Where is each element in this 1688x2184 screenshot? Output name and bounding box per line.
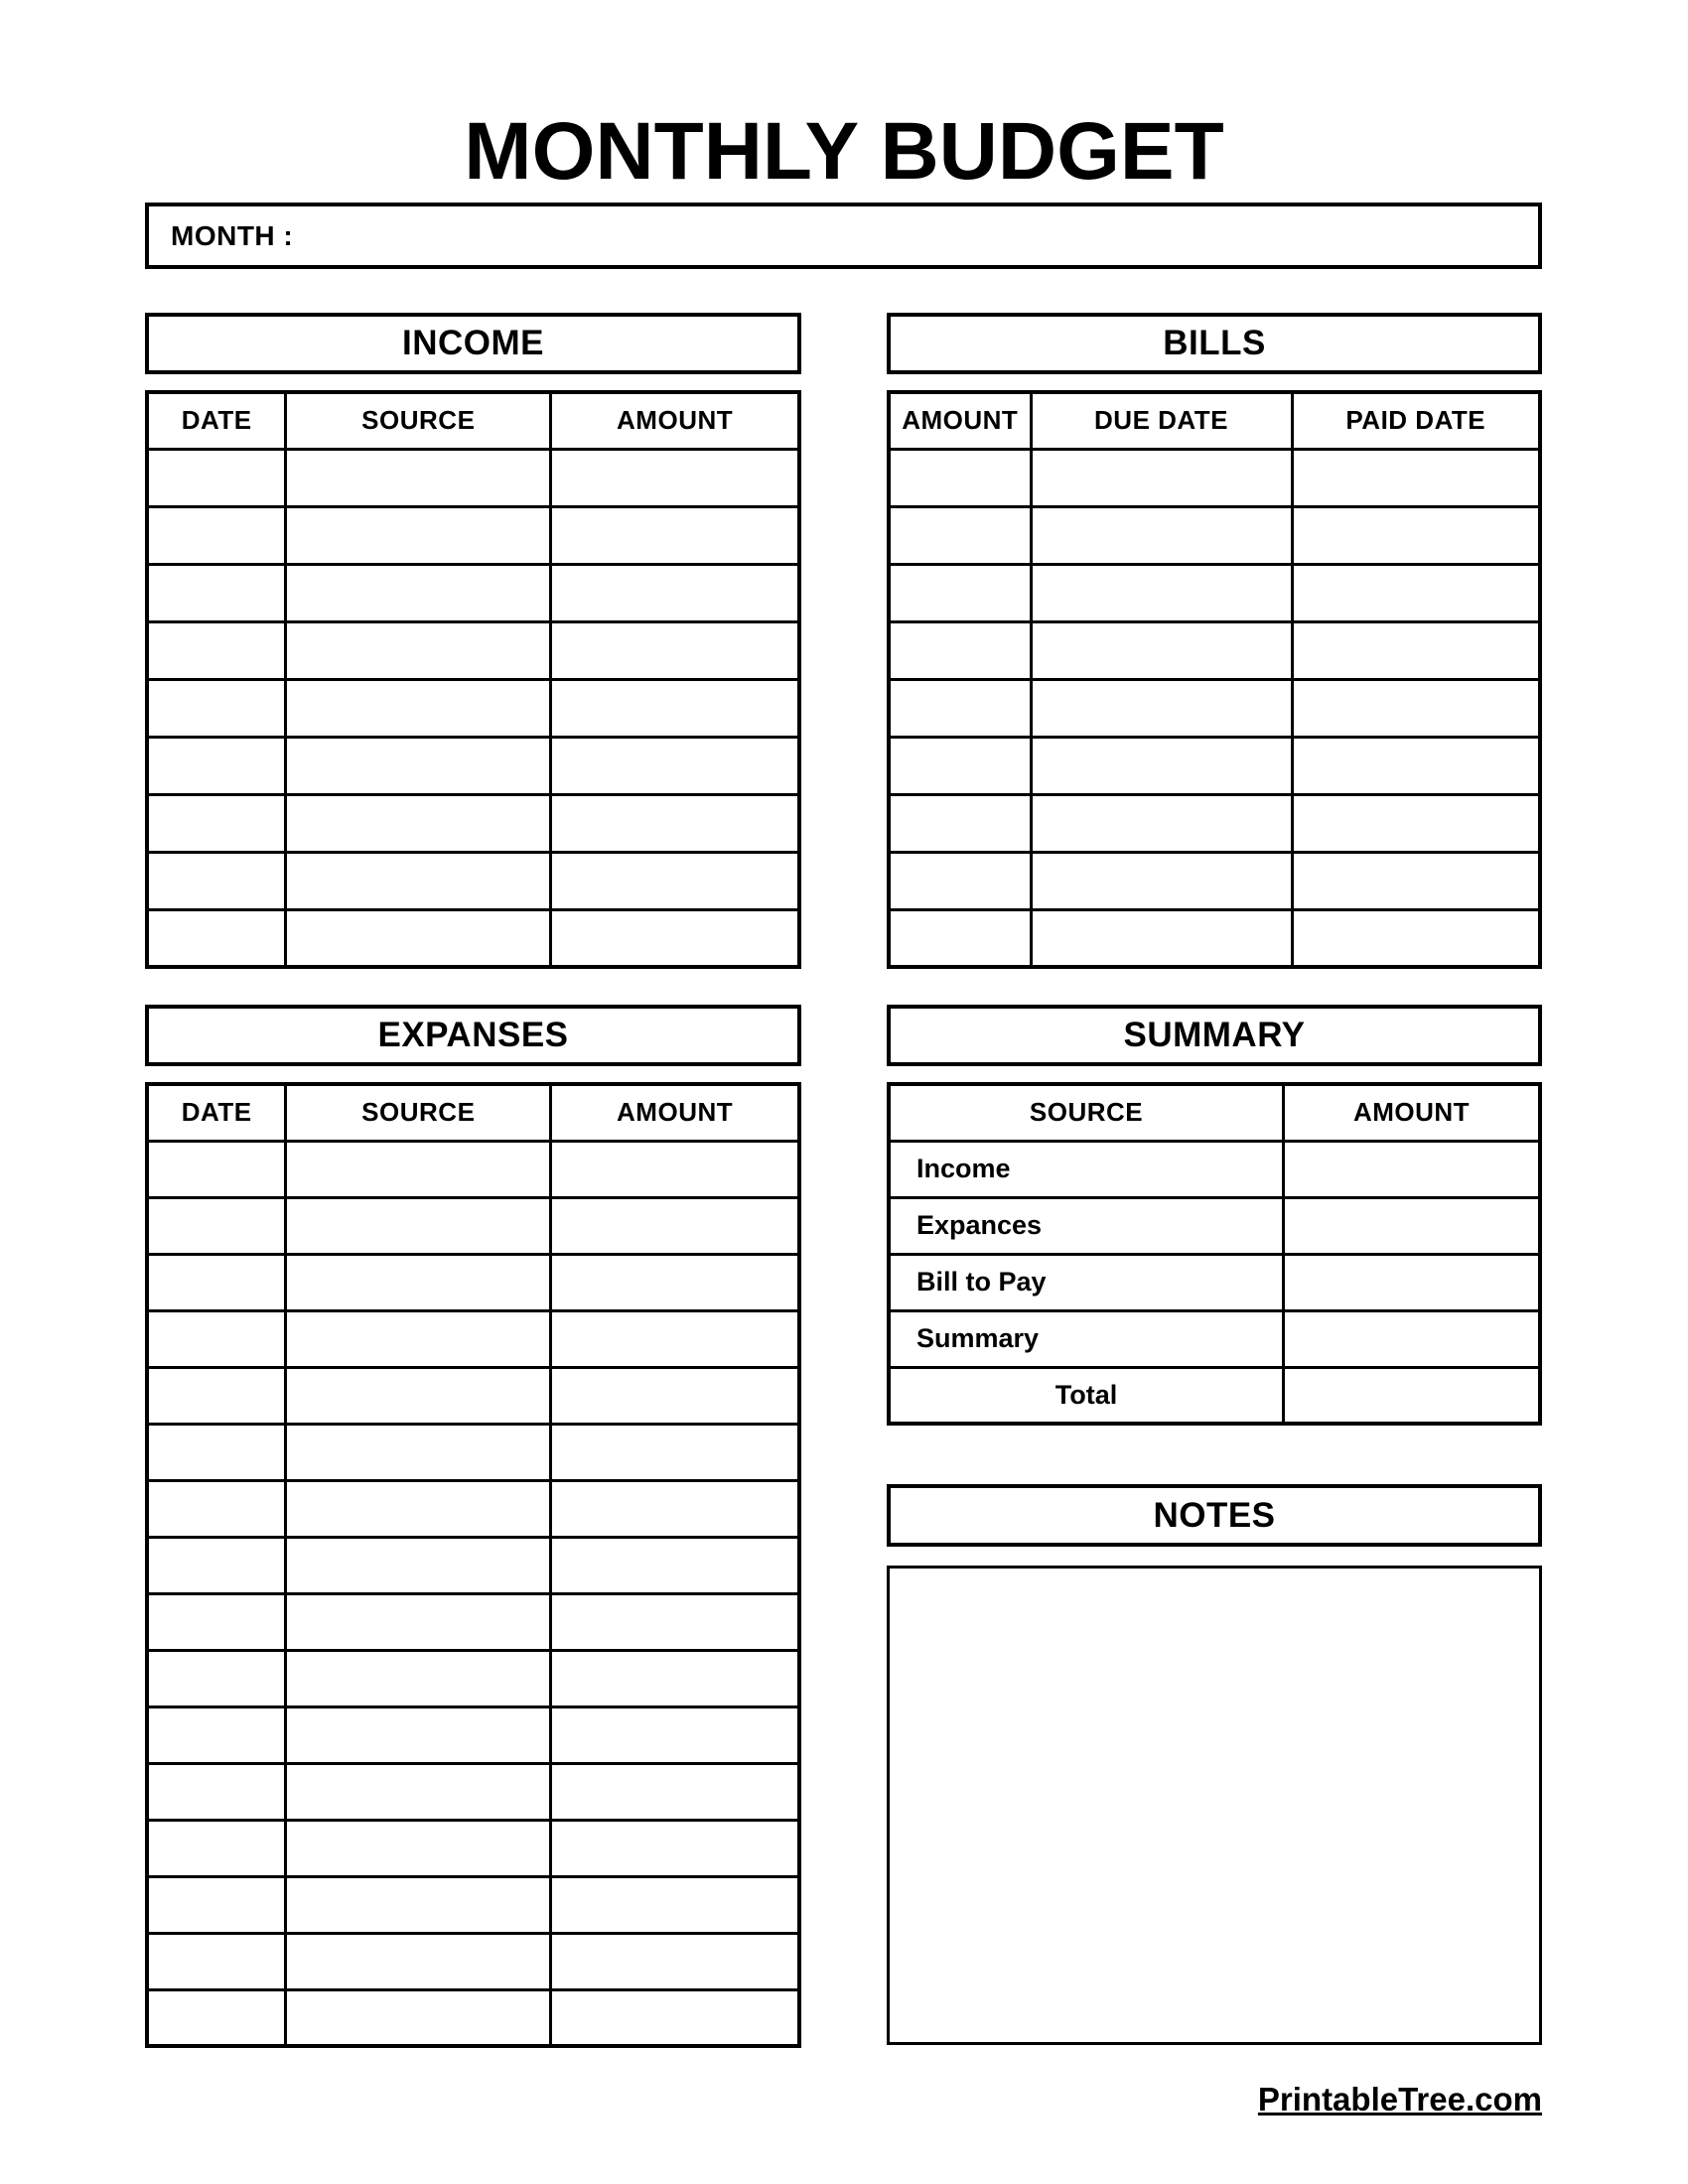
expanses-row xyxy=(147,1650,799,1706)
summary-row xyxy=(889,1141,1540,1197)
expanses-blank-cell[interactable] xyxy=(286,1876,551,1933)
income-row xyxy=(147,794,799,852)
expanses-blank-cell[interactable] xyxy=(286,1820,551,1876)
expanses-blank-cell[interactable] xyxy=(147,1593,286,1650)
expanses-blank-cell[interactable] xyxy=(286,1763,551,1820)
expanses-row xyxy=(147,1933,799,1989)
bills-blank-cell[interactable] xyxy=(1031,852,1292,909)
expanses-row xyxy=(147,1876,799,1933)
expanses-blank-cell[interactable] xyxy=(551,1706,799,1763)
expanses-blank-cell[interactable] xyxy=(147,1989,286,2046)
expanses-col-amount: AMOUNT xyxy=(551,1084,799,1141)
notes-area[interactable] xyxy=(887,1566,1542,2045)
bills-blank-cell[interactable] xyxy=(1292,794,1540,852)
income-blank-cell[interactable] xyxy=(286,737,551,794)
expanses-row xyxy=(147,1141,799,1197)
expanses-blank-cell[interactable] xyxy=(286,1537,551,1593)
expanses-blank-cell[interactable] xyxy=(551,1480,799,1537)
income-row xyxy=(147,564,799,621)
expanses-row xyxy=(147,1310,799,1367)
income-col-date: DATE xyxy=(147,392,286,449)
income-header-row xyxy=(147,392,799,449)
bills-row xyxy=(889,449,1540,506)
income-table xyxy=(145,390,801,969)
bills-blank-cell[interactable] xyxy=(889,621,1031,679)
income-blank-cell[interactable] xyxy=(551,621,799,679)
notes-title: NOTES xyxy=(1153,1495,1276,1535)
expanses-blank-cell[interactable] xyxy=(286,1650,551,1706)
expanses-blank-cell[interactable] xyxy=(286,1197,551,1254)
income-row xyxy=(147,909,799,967)
income-blank-cell[interactable] xyxy=(147,737,286,794)
expanses-blank-cell[interactable] xyxy=(147,1706,286,1763)
income-col-source: SOURCE xyxy=(286,392,551,449)
bills-row xyxy=(889,737,1540,794)
bills-blank-cell[interactable] xyxy=(1031,909,1292,967)
income-blank-cell[interactable] xyxy=(286,621,551,679)
summary-row-value[interactable] xyxy=(1284,1141,1540,1197)
footer-link[interactable]: PrintableTree.com xyxy=(1257,2081,1542,2117)
expanses-blank-cell[interactable] xyxy=(551,1310,799,1367)
expanses-blank-cell[interactable] xyxy=(551,1650,799,1706)
summary-row xyxy=(889,1254,1540,1310)
income-blank-cell[interactable] xyxy=(551,506,799,564)
expanses-blank-cell[interactable] xyxy=(286,1706,551,1763)
bills-blank-cell[interactable] xyxy=(889,737,1031,794)
summary-row xyxy=(889,1197,1540,1254)
bills-blank-cell[interactable] xyxy=(1292,564,1540,621)
expanses-col-date: DATE xyxy=(147,1084,286,1141)
expanses-blank-cell[interactable] xyxy=(286,1367,551,1424)
bills-row xyxy=(889,852,1540,909)
bills-blank-cell[interactable] xyxy=(889,506,1031,564)
expanses-title: EXPANSES xyxy=(377,1016,569,1054)
expanses-row xyxy=(147,1367,799,1424)
month-field xyxy=(145,203,1542,269)
expanses-blank-cell[interactable] xyxy=(147,1254,286,1310)
bills-blank-cell[interactable] xyxy=(1292,679,1540,737)
expanses-row xyxy=(147,1706,799,1763)
bills-header-row xyxy=(889,392,1540,449)
income-blank-cell[interactable] xyxy=(551,449,799,506)
income-blank-cell[interactable] xyxy=(147,909,286,967)
bills-blank-cell[interactable] xyxy=(1292,449,1540,506)
expanses-blank-cell[interactable] xyxy=(147,1197,286,1254)
bills-blank-cell[interactable] xyxy=(889,679,1031,737)
expanses-blank-cell[interactable] xyxy=(551,1820,799,1876)
summary-total-label: Total xyxy=(889,1367,1284,1424)
expanses-blank-cell[interactable] xyxy=(147,1933,286,1989)
income-title: INCOME xyxy=(402,324,544,362)
bills-row xyxy=(889,621,1540,679)
expanses-blank-cell[interactable] xyxy=(551,1933,799,1989)
expanses-row xyxy=(147,1593,799,1650)
bills-blank-cell[interactable] xyxy=(1031,737,1292,794)
income-blank-cell[interactable] xyxy=(286,564,551,621)
income-blank-cell[interactable] xyxy=(286,679,551,737)
summary-row-value[interactable] xyxy=(1284,1310,1540,1367)
bills-row xyxy=(889,506,1540,564)
income-blank-cell[interactable] xyxy=(147,852,286,909)
bills-blank-cell[interactable] xyxy=(1292,737,1540,794)
expanses-blank-cell[interactable] xyxy=(286,1254,551,1310)
expanses-row xyxy=(147,1197,799,1254)
bills-blank-cell[interactable] xyxy=(1292,506,1540,564)
summary-row xyxy=(889,1310,1540,1367)
bills-row xyxy=(889,679,1540,737)
income-blank-cell[interactable] xyxy=(147,621,286,679)
expanses-blank-cell[interactable] xyxy=(147,1820,286,1876)
income-blank-cell[interactable] xyxy=(286,909,551,967)
bills-blank-cell[interactable] xyxy=(1292,621,1540,679)
bills-blank-cell[interactable] xyxy=(1031,794,1292,852)
income-blank-cell[interactable] xyxy=(551,852,799,909)
income-blank-cell[interactable] xyxy=(147,794,286,852)
expanses-row xyxy=(147,1254,799,1310)
income-blank-cell[interactable] xyxy=(147,449,286,506)
expanses-blank-cell[interactable] xyxy=(147,1650,286,1706)
expanses-blank-cell[interactable] xyxy=(286,1141,551,1197)
bills-blank-cell[interactable] xyxy=(889,794,1031,852)
expanses-blank-cell[interactable] xyxy=(286,1310,551,1367)
bills-blank-cell[interactable] xyxy=(1031,449,1292,506)
income-blank-cell[interactable] xyxy=(551,909,799,967)
summary-row-label: Summary xyxy=(889,1310,1284,1367)
expanses-blank-cell[interactable] xyxy=(147,1141,286,1197)
income-blank-cell[interactable] xyxy=(286,506,551,564)
expanses-blank-cell[interactable] xyxy=(147,1537,286,1593)
income-row xyxy=(147,679,799,737)
income-section-header xyxy=(145,313,801,374)
expanses-row xyxy=(147,1537,799,1593)
income-blank-cell[interactable] xyxy=(147,564,286,621)
expanses-blank-cell[interactable] xyxy=(551,1141,799,1197)
summary-header-row xyxy=(889,1084,1540,1141)
expanses-blank-cell[interactable] xyxy=(551,1537,799,1593)
expanses-blank-cell[interactable] xyxy=(286,1480,551,1537)
summary-row-label: Expances xyxy=(889,1197,1284,1254)
bills-blank-cell[interactable] xyxy=(1292,852,1540,909)
expanses-row xyxy=(147,1763,799,1820)
bills-row xyxy=(889,794,1540,852)
income-blank-cell[interactable] xyxy=(147,506,286,564)
expanses-blank-cell[interactable] xyxy=(147,1480,286,1537)
expanses-blank-cell[interactable] xyxy=(147,1424,286,1480)
expanses-blank-cell[interactable] xyxy=(551,1876,799,1933)
bills-blank-cell[interactable] xyxy=(1031,564,1292,621)
bills-table xyxy=(887,390,1542,969)
page-title: MONTHLY BUDGET xyxy=(464,106,1224,197)
expanses-blank-cell[interactable] xyxy=(286,1424,551,1480)
income-row xyxy=(147,506,799,564)
expanses-blank-cell[interactable] xyxy=(551,1424,799,1480)
expanses-section-header xyxy=(145,1005,801,1066)
bills-blank-cell[interactable] xyxy=(1031,621,1292,679)
bills-col-paid-date: PAID DATE xyxy=(1292,392,1540,449)
bills-col-due-date: DUE DATE xyxy=(1031,392,1292,449)
expanses-blank-cell[interactable] xyxy=(551,1989,799,2046)
expanses-blank-cell[interactable] xyxy=(286,1933,551,1989)
income-row xyxy=(147,449,799,506)
summary-total-value[interactable] xyxy=(1284,1367,1540,1424)
income-blank-cell[interactable] xyxy=(286,852,551,909)
expanses-blank-cell[interactable] xyxy=(286,1593,551,1650)
expanses-blank-cell[interactable] xyxy=(147,1763,286,1820)
income-blank-cell[interactable] xyxy=(286,449,551,506)
expanses-col-source: SOURCE xyxy=(286,1084,551,1141)
expanses-blank-cell[interactable] xyxy=(551,1254,799,1310)
summary-title: SUMMARY xyxy=(1123,1016,1306,1054)
notes-section-header xyxy=(887,1484,1542,1547)
expanses-blank-cell[interactable] xyxy=(286,1989,551,2046)
summary-col-source: SOURCE xyxy=(889,1084,1284,1141)
bills-blank-cell[interactable] xyxy=(889,909,1031,967)
income-blank-cell[interactable] xyxy=(286,794,551,852)
expanses-header-row xyxy=(147,1084,799,1141)
summary-table xyxy=(887,1082,1542,1426)
bills-row xyxy=(889,564,1540,621)
month-label: MONTH : xyxy=(171,219,294,251)
expanses-blank-cell[interactable] xyxy=(147,1876,286,1933)
expanses-blank-cell[interactable] xyxy=(147,1310,286,1367)
bills-blank-cell[interactable] xyxy=(889,852,1031,909)
income-col-amount: AMOUNT xyxy=(551,392,799,449)
bills-blank-cell[interactable] xyxy=(1031,679,1292,737)
income-blank-cell[interactable] xyxy=(551,564,799,621)
expanses-blank-cell[interactable] xyxy=(551,1593,799,1650)
expanses-blank-cell[interactable] xyxy=(551,1197,799,1254)
bills-blank-cell[interactable] xyxy=(1031,506,1292,564)
income-row xyxy=(147,737,799,794)
summary-total-row xyxy=(889,1367,1540,1424)
bills-col-amount: AMOUNT xyxy=(889,392,1031,449)
summary-section-header xyxy=(887,1005,1542,1066)
bills-blank-cell[interactable] xyxy=(889,564,1031,621)
summary-col-amount: AMOUNT xyxy=(1284,1084,1540,1141)
summary-row-label: Bill to Pay xyxy=(889,1254,1284,1310)
summary-row-label: Income xyxy=(889,1141,1284,1197)
expanses-row xyxy=(147,1480,799,1537)
income-blank-cell[interactable] xyxy=(551,737,799,794)
expanses-row xyxy=(147,1989,799,2046)
expanses-blank-cell[interactable] xyxy=(551,1763,799,1820)
expanses-row xyxy=(147,1424,799,1480)
expanses-table xyxy=(145,1082,801,2048)
bills-blank-cell[interactable] xyxy=(889,449,1031,506)
bills-section-header xyxy=(887,313,1542,374)
month-value-input[interactable] xyxy=(293,206,1538,265)
bills-row xyxy=(889,909,1540,967)
bills-title: BILLS xyxy=(1163,324,1266,362)
summary-row-value[interactable] xyxy=(1284,1254,1540,1310)
expanses-row xyxy=(147,1820,799,1876)
income-blank-cell[interactable] xyxy=(551,679,799,737)
expanses-blank-cell[interactable] xyxy=(147,1367,286,1424)
expanses-blank-cell[interactable] xyxy=(551,1367,799,1424)
summary-row-value[interactable] xyxy=(1284,1197,1540,1254)
income-blank-cell[interactable] xyxy=(147,679,286,737)
income-blank-cell[interactable] xyxy=(551,794,799,852)
income-row xyxy=(147,621,799,679)
income-row xyxy=(147,852,799,909)
bills-blank-cell[interactable] xyxy=(1292,909,1540,967)
